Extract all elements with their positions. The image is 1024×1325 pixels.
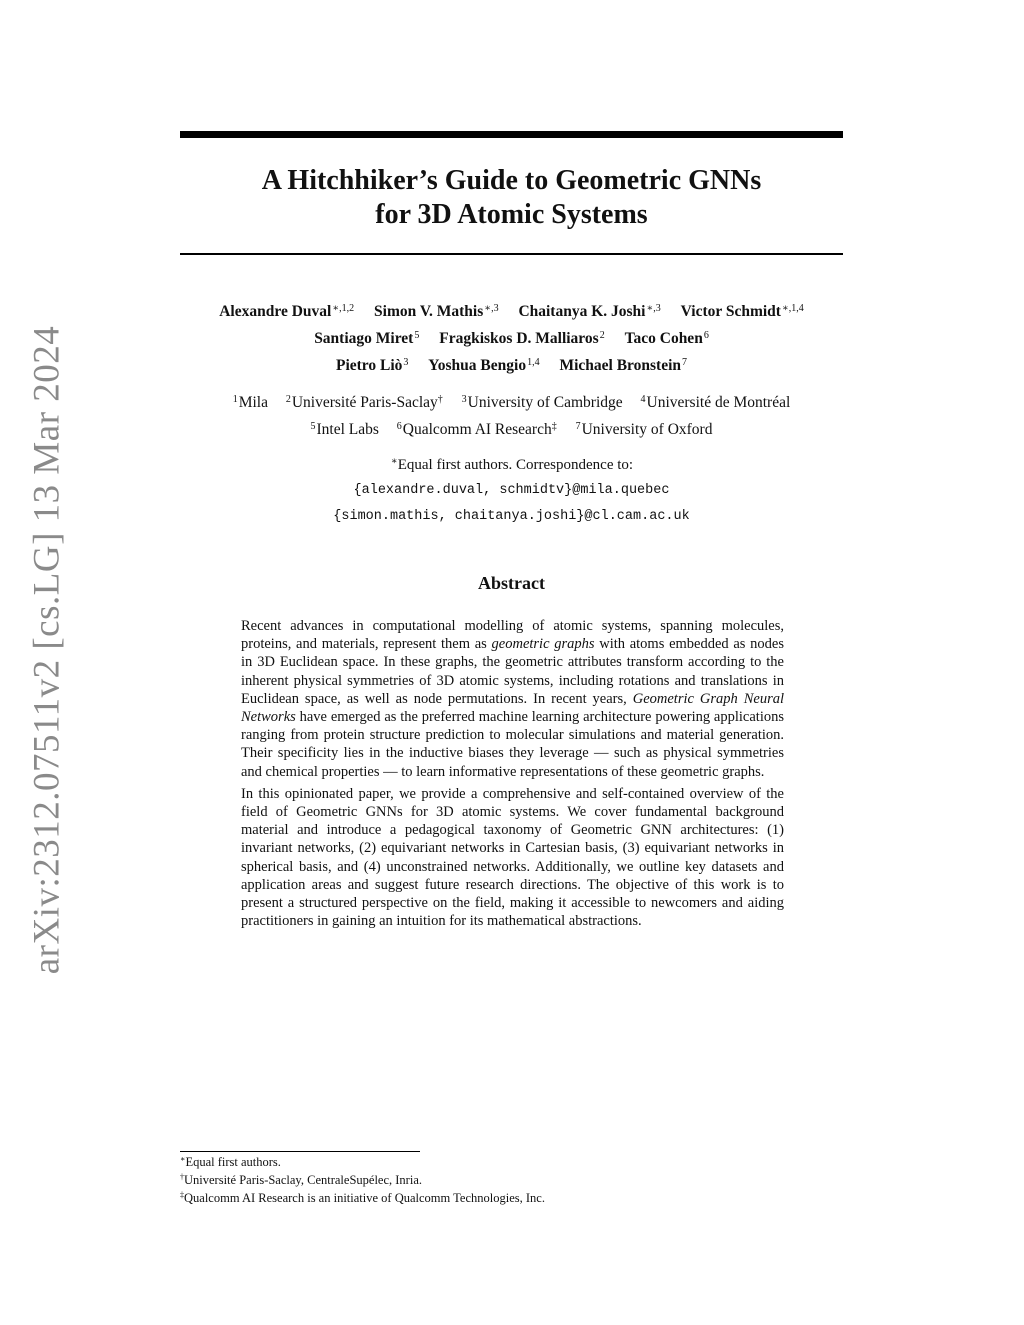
affiliation: $^7$University of Oxford xyxy=(575,420,713,438)
author: Michael Bronstein$^7$ xyxy=(559,356,688,374)
email-cambridge[interactable]: {simon.mathis, chaitanya.joshi}@cl.cam.ac.uk xyxy=(333,509,690,524)
author: Santiago Miret$^5$ xyxy=(314,329,420,347)
affiliation: $^5$Intel Labs xyxy=(310,420,379,438)
footnote: ∗Equal first authors. xyxy=(180,1154,281,1169)
affiliation: $^3$University of Cambridge xyxy=(461,393,623,411)
email-mila[interactable]: {alexandre.duval, schmidtv}@mila.quebec xyxy=(353,483,670,498)
affiliation: $^2$Université Paris-Saclay† xyxy=(285,393,443,411)
correspondence xyxy=(180,452,843,530)
author: Yoshua Bengio$^{1,4}$ xyxy=(428,356,540,374)
title-line-1: A Hitchhiker’s Guide to Geometric GNNs xyxy=(261,165,762,196)
author-line xyxy=(180,298,843,325)
affiliation-list xyxy=(180,389,843,443)
author-line xyxy=(180,352,843,379)
author: Alexandre Duval$^{∗,1,2}$ xyxy=(219,302,355,320)
arxiv-identifier: arXiv:2312.07511v2 [cs.LG] 13 Mar 2024 xyxy=(26,325,68,975)
footnotes xyxy=(180,1153,843,1207)
author: Victor Schmidt$^{∗,1,4}$ xyxy=(680,302,804,320)
footnote: †Université Paris-Saclay, CentraleSupélec, Inria. xyxy=(180,1172,422,1187)
title-bottom-rule xyxy=(180,253,843,255)
abstract-paragraph-1: Recent advances in computational modelling of atomic systems, spanning molecules, proteins, and materials, represent them as geometric graphs with atoms embedded as nodes in 3D Euclidean space. In these graphs, the geometric attributes transform according to the inherent physical symmetries of 3D atomic systems, including rotations and translations in Euclidean space, as well as node permutations. In recent years, Geometric Graph Neural Networks have emerged as the preferred machine learning architecture powering applications ranging from protein structure prediction to molecular simulations and material generation. Their specificity lies in the inductive biases they leverage — such as physical symmetries and chemical properties — to learn informative representations of these geometric graphs. xyxy=(241,618,784,780)
author: Fragkiskos D. Malliaros$^2$ xyxy=(439,329,605,347)
correspondence-note: ∗Equal first authors. Correspondence to: xyxy=(390,455,634,473)
affiliation: $^4$Université de Montréal xyxy=(640,393,791,411)
affiliation: $^6$Qualcomm AI Research‡ xyxy=(396,420,557,438)
title-top-rule xyxy=(180,131,843,138)
author: Taco Cohen$^6$ xyxy=(624,329,709,347)
author: Simon V. Mathis$^{∗,3}$ xyxy=(374,302,499,320)
affiliation-line xyxy=(180,416,843,443)
author-list xyxy=(180,298,843,379)
author: Chaitanya K. Joshi$^{∗,3}$ xyxy=(518,302,661,320)
affiliation-line xyxy=(180,389,843,416)
abstract-paragraph-2: In this opinionated paper, we provide a comprehensive and self-contained overview of the field of Geometric GNNs for 3D atomic systems. We cover fundamental background material and introduce a pedagogical taxonomy of Geometric GNN architectures: (1) invariant networks, (2) equivariant networks in Cartesian basis, (3) equivariant networks in spherical basis, and (4) unconstrained networks. Additionally, we outline key datasets and application areas and suggest future research directions. The objective of this work is to present a structured perspective on the field, making it accessible to newcomers and aiding practitioners in gaining an intuition for its mathematical abstractions. xyxy=(241,785,784,930)
footnote: ‡Qualcomm AI Research is an initiative of Qualcomm Technologies, Inc. xyxy=(180,1190,545,1205)
author: Pietro Liò$^3$ xyxy=(335,356,409,374)
footnote-rule xyxy=(180,1151,420,1152)
author-line xyxy=(180,325,843,352)
abstract-body xyxy=(241,617,784,934)
paper-title xyxy=(180,164,843,232)
abstract-heading: Abstract xyxy=(478,573,545,593)
affiliation: $^1$Mila xyxy=(232,393,268,411)
title-line-2: for 3D Atomic Systems xyxy=(375,199,648,230)
